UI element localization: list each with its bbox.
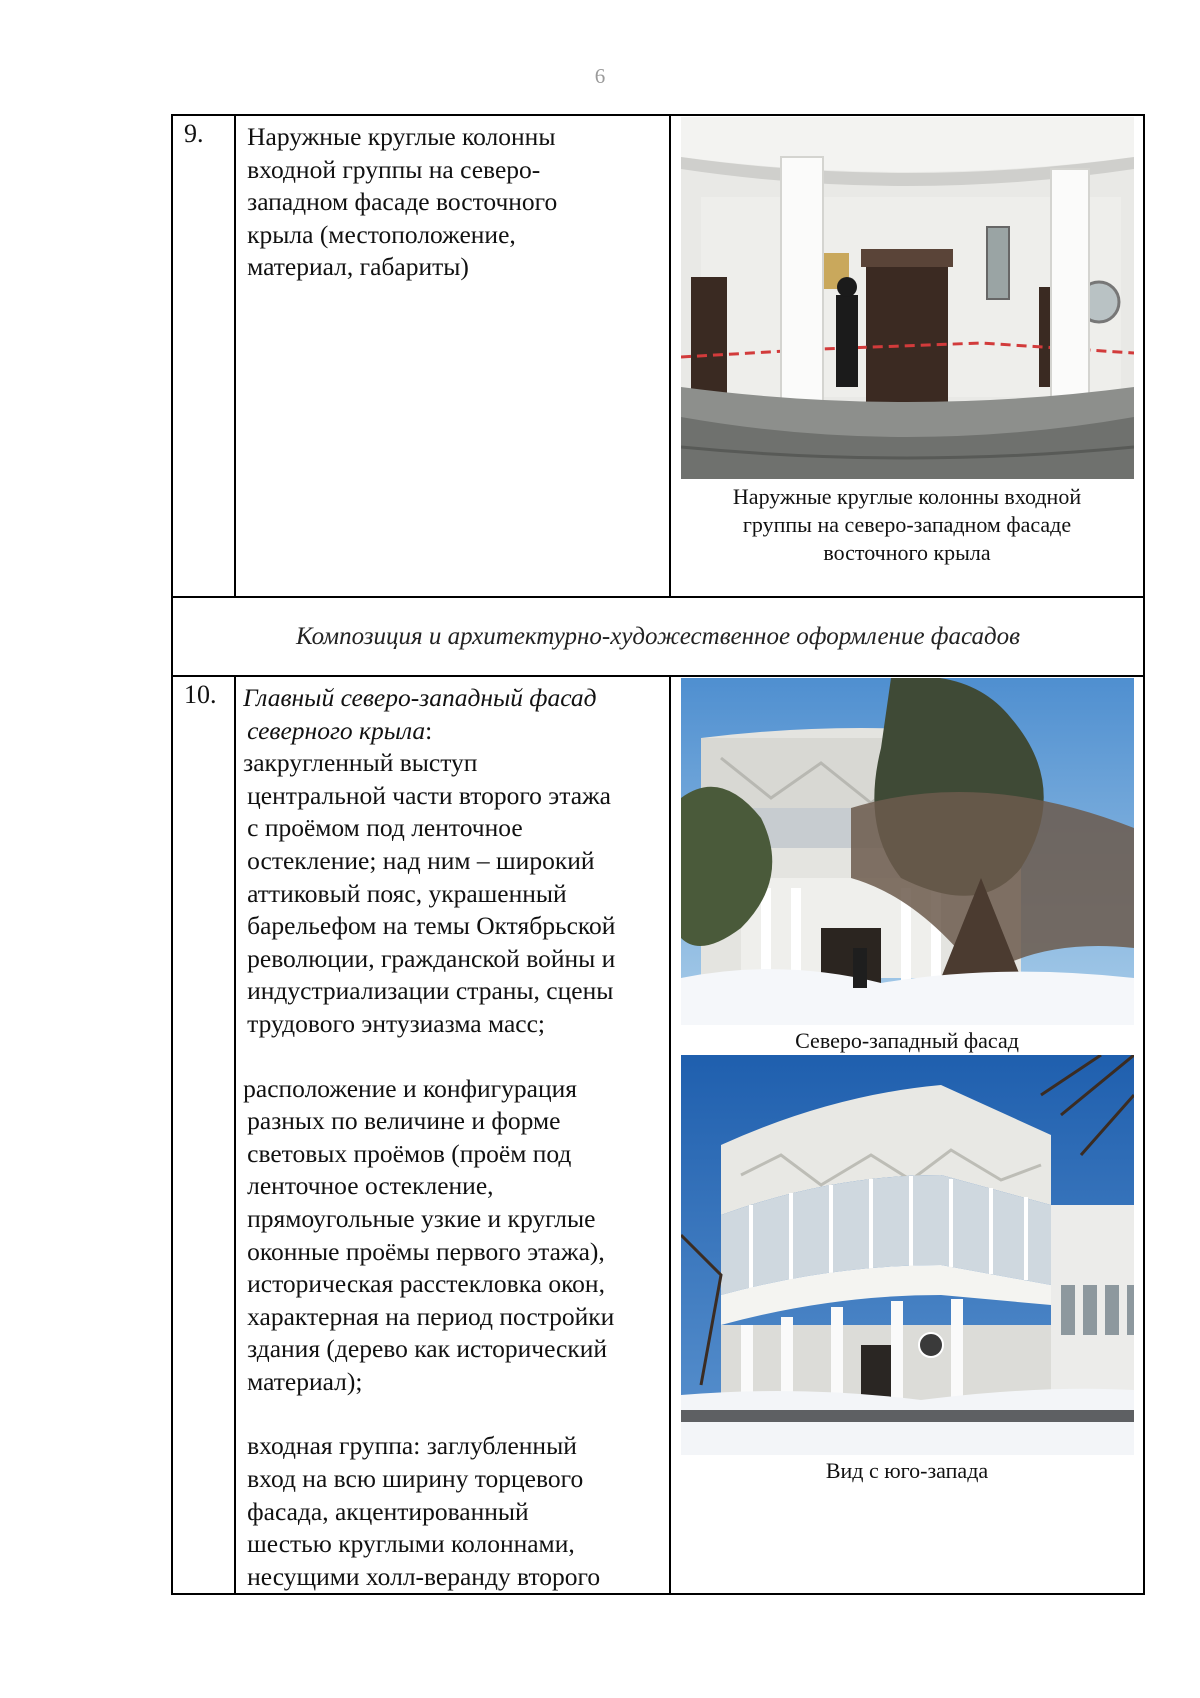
description-line: прямоугольные узкие и круглые	[247, 1203, 596, 1233]
paragraph-gap	[247, 1398, 661, 1430]
row-description	[235, 676, 670, 1594]
description-line: разных по величине и форме	[247, 1106, 561, 1136]
photo-caption	[681, 483, 1133, 567]
description-line: световых проёмов (проём под	[247, 1138, 572, 1168]
description-line: революции, гражданской войны и	[247, 943, 616, 973]
photo-cell	[670, 115, 1144, 597]
row-number: 9.	[172, 115, 235, 597]
paragraph-gap	[247, 1041, 661, 1073]
caption-line: Наружные круглые колонны входной	[732, 484, 1082, 509]
description-line: фасада, акцентированный	[247, 1496, 529, 1526]
description-line: характерная на период постройки	[247, 1301, 615, 1331]
photo-cell	[670, 676, 1144, 1594]
northwest-facade-photo	[681, 678, 1134, 1025]
photo-caption: Северо-западный фасад	[795, 1028, 1019, 1053]
caption-line: группы на северо-западном фасаде	[742, 512, 1072, 537]
description-line: барельефом на темы Октябрьской	[247, 911, 616, 941]
entrance-columns-photo	[681, 117, 1134, 479]
description-line: аттиковый пояс, украшенный	[247, 878, 567, 908]
description-line: здания (дерево как исторический	[247, 1334, 608, 1364]
description-line: индустриализации страны, сцены	[247, 976, 614, 1006]
description-line: историческая расстекловка окон,	[247, 1269, 605, 1299]
southwest-view-photo	[681, 1055, 1134, 1455]
row-number: 10.	[172, 676, 235, 1594]
description-line: остекление; над ним – широкий	[247, 845, 595, 875]
description-line: несущими холл-веранду второго	[247, 1561, 601, 1591]
section-title: Композиция и архитектурно-художественное оформление фасадов	[295, 622, 1020, 650]
caption-line: восточного крыла	[823, 540, 991, 565]
row-description	[235, 115, 670, 597]
description-heading	[243, 682, 661, 715]
description-line: входной группы на северо-	[247, 154, 541, 184]
description-line: западном фасаде восточного	[247, 187, 558, 217]
description-line: материал);	[247, 1366, 363, 1396]
description-line: оконные проёмы первого этажа),	[247, 1236, 605, 1266]
heading-line: Главный северо-западный фасад	[243, 683, 597, 712]
heading-colon: :	[425, 715, 433, 745]
photo-caption: Вид с юго-запада	[825, 1458, 989, 1483]
description-line: центральной части второго этажа	[247, 780, 611, 810]
description-line: закругленный выступ	[243, 748, 478, 778]
description-heading	[247, 715, 661, 748]
page-number: 6	[594, 64, 606, 88]
section-heading-cell	[172, 597, 1144, 676]
description-line: трудового энтузиазма масс;	[247, 1008, 545, 1038]
description-line: материал, габариты)	[247, 252, 469, 282]
table-row-9	[172, 115, 1144, 597]
table-row-10	[172, 676, 1144, 1594]
description-line: крыла (местоположение,	[247, 219, 516, 249]
description-line: расположение и конфигурация	[243, 1073, 577, 1103]
description-line: Наружные круглые колонны	[247, 122, 556, 151]
description-line: вход на всю ширину торцевого	[247, 1464, 584, 1494]
document-table	[171, 114, 1145, 1595]
description-line: с проёмом под ленточное	[247, 813, 523, 843]
description-line: входная группа: заглубленный	[247, 1431, 577, 1461]
description-line: ленточное остекление,	[247, 1171, 494, 1201]
heading-line: северного крыла	[247, 715, 426, 745]
section-heading-row	[172, 597, 1144, 676]
description-line: шестью круглыми колоннами,	[247, 1529, 575, 1559]
